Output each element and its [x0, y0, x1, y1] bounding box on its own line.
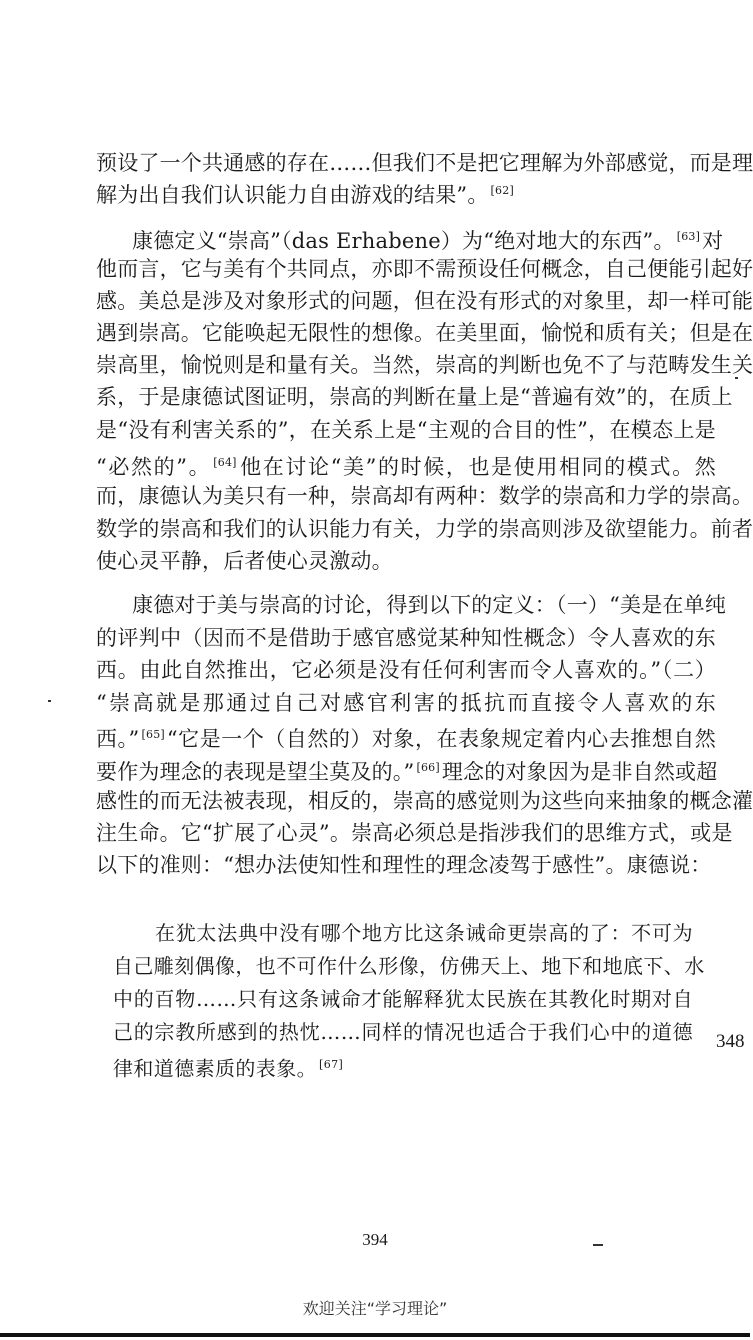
quote-line: 自己雕刻偶像，也不可作什么形像，仿佛天上、地下和地底下、水	[113, 954, 705, 978]
footer-caption: 欢迎关注“学习理论”	[302, 1299, 448, 1318]
text-line: 的评判中（因而不是借助于感官感觉某种知性概念）令人喜欢的东	[96, 626, 716, 650]
text-line: “必然的”。 [64]他在讨论“美”的时候，也是使用相同的模式。然	[96, 455, 717, 479]
quote-line: 己的宗教所感到的热忱……同样的情况也适合于我们心中的道德	[113, 1020, 693, 1044]
text-line: 他而言，它与美有个共同点，亦即不需预设任何概念，自己便能引起好	[96, 257, 753, 281]
bottom-rule	[0, 1333, 750, 1337]
quote-line: 中的百物……只有这条诫命才能解释犹太民族在其教化时期对自	[113, 987, 693, 1011]
page-number: 394	[362, 1230, 388, 1249]
text-line: 预设了一个共通感的存在……但我们不是把它理解为外部感觉，而是理	[96, 151, 753, 175]
footnote-marker: [62]	[490, 184, 514, 197]
text-line: 感。美总是涉及对象形式的问题，但在没有形式的对象里，却一样可能	[96, 289, 753, 313]
margin-page-number: 348	[716, 1031, 745, 1052]
quote-line: 在犹太法典中没有哪个地方比这条诫命更崇高的了：不可为	[155, 921, 693, 945]
text-line: 以下的准则：“想办法使知性和理性的理念凌驾于感性”。康德说：	[96, 853, 712, 877]
footnote-marker: [64]	[213, 456, 237, 469]
footnote-marker: [67]	[319, 1058, 344, 1071]
text-line: 崇高里，愉悦则是和量有关。当然，崇高的判断也免不了与范畴发生关	[96, 353, 753, 377]
quote-line: 律和道德素质的表象。 [67]	[113, 1056, 344, 1081]
text-line: 数学的崇高和我们的认识能力有关，力学的崇高则涉及欲望能力。前者	[96, 517, 753, 541]
text-line: 是“没有利害关系的”，在关系上是“主观的合目的性”，在模态上是	[96, 418, 716, 442]
text-line: 西。” [65]“它是一个（自然的）对象，在表象规定着内心去推想自然	[96, 727, 716, 751]
text-line: 使心灵平静，后者使心灵激动。	[96, 549, 393, 573]
text-line: 康德定义“崇高”（das Erhabene）为“绝对地大的东西”。 [63]对	[132, 229, 724, 253]
footnote-marker: [66]	[416, 761, 440, 774]
text-line: 感性的而无法被表现，相反的，崇高的感觉则为这些向来抽象的概念灌	[96, 789, 753, 813]
text-line: 解为出自我们认识能力自由游戏的结果”。 [62]	[96, 183, 514, 207]
footnote-marker: [63]	[676, 230, 701, 243]
text-line: 西。由此自然推出，它必须是没有任何利害而令人喜欢的。”（二）	[96, 658, 716, 682]
footnote-marker: [65]	[141, 728, 165, 741]
scan-speck	[48, 700, 51, 702]
text-line: 要作为理念的表现是望尘莫及的。” [66]理念的对象因为是非自然或超	[96, 760, 718, 784]
text-line: 注生命。它“扩展了心灵”。崇高必须总是指涉我们的思维方式，或是	[96, 821, 733, 845]
text-line: “崇高就是那通过自己对感官利害的抵抗而直接令人喜欢的东	[96, 691, 716, 715]
text-line: 系，于是康德试图证明，崇高的判断在量上是“普遍有效”的，在质上	[96, 385, 733, 409]
text-line: 遇到崇高。它能唤起无限性的想像。在美里面，愉悦和质有关；但是在	[96, 321, 753, 345]
text-line: 康德对于美与崇高的讨论，得到以下的定义：（一）“美是在单纯	[132, 593, 727, 617]
scan-speck	[735, 377, 738, 379]
text-line: 而，康德认为美只有一种，崇高却有两种：数学的崇高和力学的崇高。	[96, 484, 753, 508]
